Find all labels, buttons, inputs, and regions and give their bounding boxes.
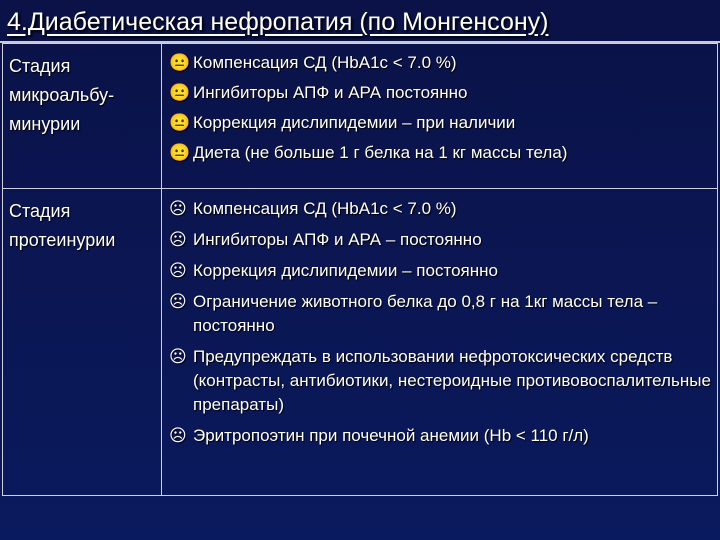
treatment-table — [2, 43, 718, 496]
list-item — [169, 424, 714, 448]
item-text: Ограничение животного белка до 0,8 г на 1кг массы тела – постоянно — [193, 292, 658, 335]
stage-line: Стадия — [9, 56, 71, 76]
frowning-face-icon: ☹ — [169, 199, 187, 218]
stage-line: Стадия — [9, 201, 71, 221]
slide-title: 4.Диабетическая нефропатия (по Монгенсону) — [7, 8, 549, 36]
item-text: Коррекция дислипидемии – постоянно — [193, 261, 498, 280]
list-item — [169, 138, 714, 168]
frowning-face-icon: ☹ — [169, 292, 187, 311]
item-text: Компенсация СД (HbA1c < 7.0 %) — [193, 53, 457, 72]
list-item — [169, 345, 714, 417]
list-item — [169, 259, 714, 283]
item-text: Предупреждать в использовании нефротоксических средств (контрасты, антибиотики, нестероидные противовоспалительные препараты) — [193, 347, 711, 414]
table-row-proteinuria — [3, 189, 717, 495]
table-row-microalbuminuria — [3, 44, 717, 189]
frowning-face-icon: ☹ — [169, 261, 187, 280]
list-item — [169, 78, 714, 108]
item-text: Эритропоэтин при почечной анемии (Hb < 110 г/л) — [193, 426, 589, 445]
list-item — [169, 290, 714, 338]
frowning-face-icon: ☹ — [169, 347, 187, 366]
item-text: Ингибиторы АПФ и АРА постоянно — [193, 83, 468, 102]
frowning-face-icon: ☹ — [169, 426, 187, 445]
neutral-face-icon: 😐 — [169, 113, 191, 132]
stage-line: протеинурии — [9, 230, 116, 250]
item-text: Диета (не больше 1 г белка на 1 кг массы тела) — [193, 143, 568, 162]
list-item — [169, 48, 714, 78]
stage-label — [9, 52, 159, 139]
stage-line: минурии — [9, 114, 81, 134]
item-text: Ингибиторы АПФ и АРА – постоянно — [193, 230, 482, 249]
stage-line: микроальбу- — [9, 85, 115, 105]
neutral-face-icon: 😐 — [169, 83, 191, 102]
list-item — [169, 228, 714, 252]
item-text: Компенсация СД (HbA1c < 7.0 %) — [193, 199, 457, 218]
list-item — [169, 197, 714, 221]
recommendation-list — [169, 48, 714, 168]
stage-label — [9, 197, 159, 255]
neutral-face-icon: 😐 — [169, 53, 191, 72]
list-item — [169, 108, 714, 138]
frowning-face-icon: ☹ — [169, 230, 187, 249]
item-text: Коррекция дислипидемии – при наличии — [193, 113, 516, 132]
recommendation-list — [169, 197, 714, 455]
neutral-face-icon: 😐 — [169, 143, 191, 162]
